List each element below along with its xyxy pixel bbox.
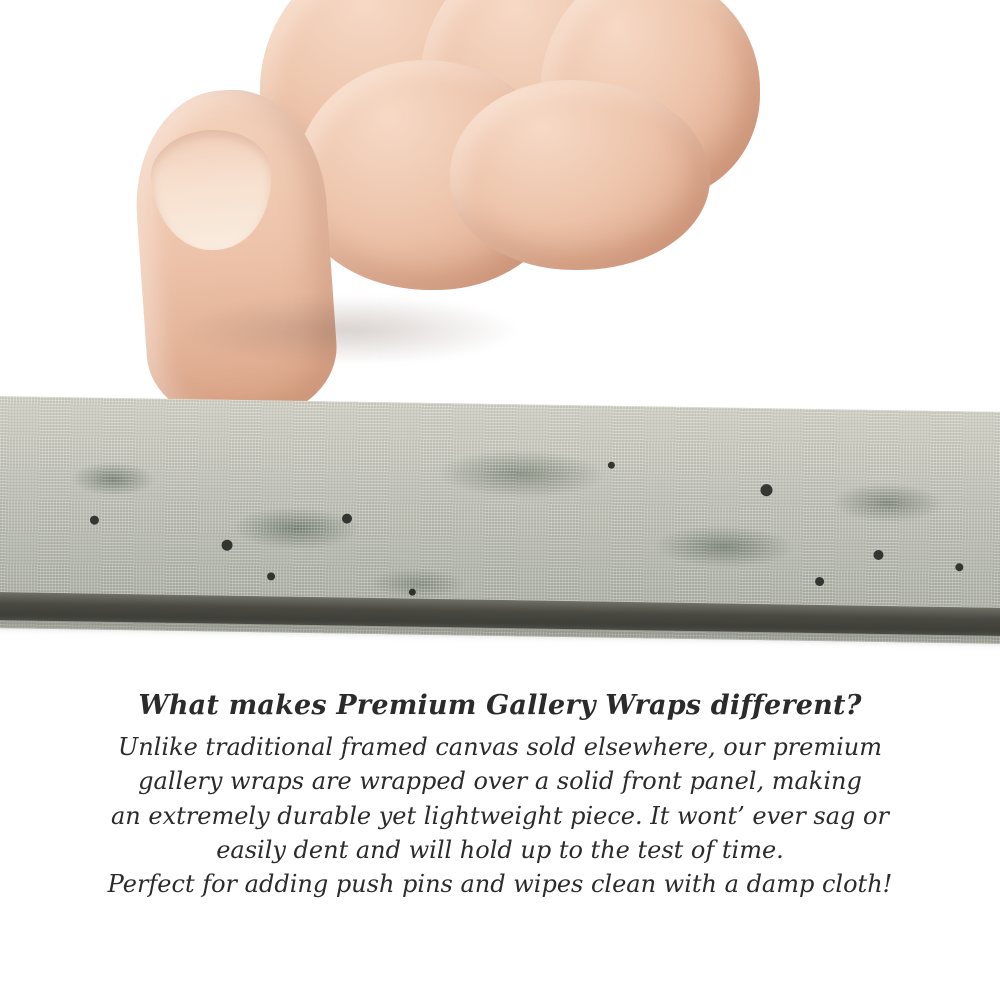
caption-line-4: easily dent and will hold up to the test of time. [216, 835, 784, 864]
caption-line-1: Unlike traditional framed canvas sold elsewhere, our premium [117, 733, 882, 762]
canvas-speck [608, 462, 615, 469]
canvas-speck [90, 516, 99, 525]
caption-line-3: an extremely durable yet lightweight piece. It wont’ ever sag or [111, 801, 889, 830]
canvas-speck [342, 514, 352, 524]
hand-illustration [120, 0, 740, 440]
caption-block [0, 690, 1000, 901]
canvas-speck [267, 572, 275, 580]
canvas-speck [815, 577, 824, 586]
caption-line-5: Perfect for adding push pins and wipes clean with a damp cloth! [107, 869, 893, 898]
canvas-speck [409, 589, 416, 596]
caption-line-2: gallery wraps are wrapped over a solid front panel, making [138, 767, 862, 796]
canvas-speck [873, 550, 883, 560]
caption-heading: What makes Premium Gallery Wraps different? [138, 690, 862, 721]
hand-shadow [180, 295, 520, 365]
